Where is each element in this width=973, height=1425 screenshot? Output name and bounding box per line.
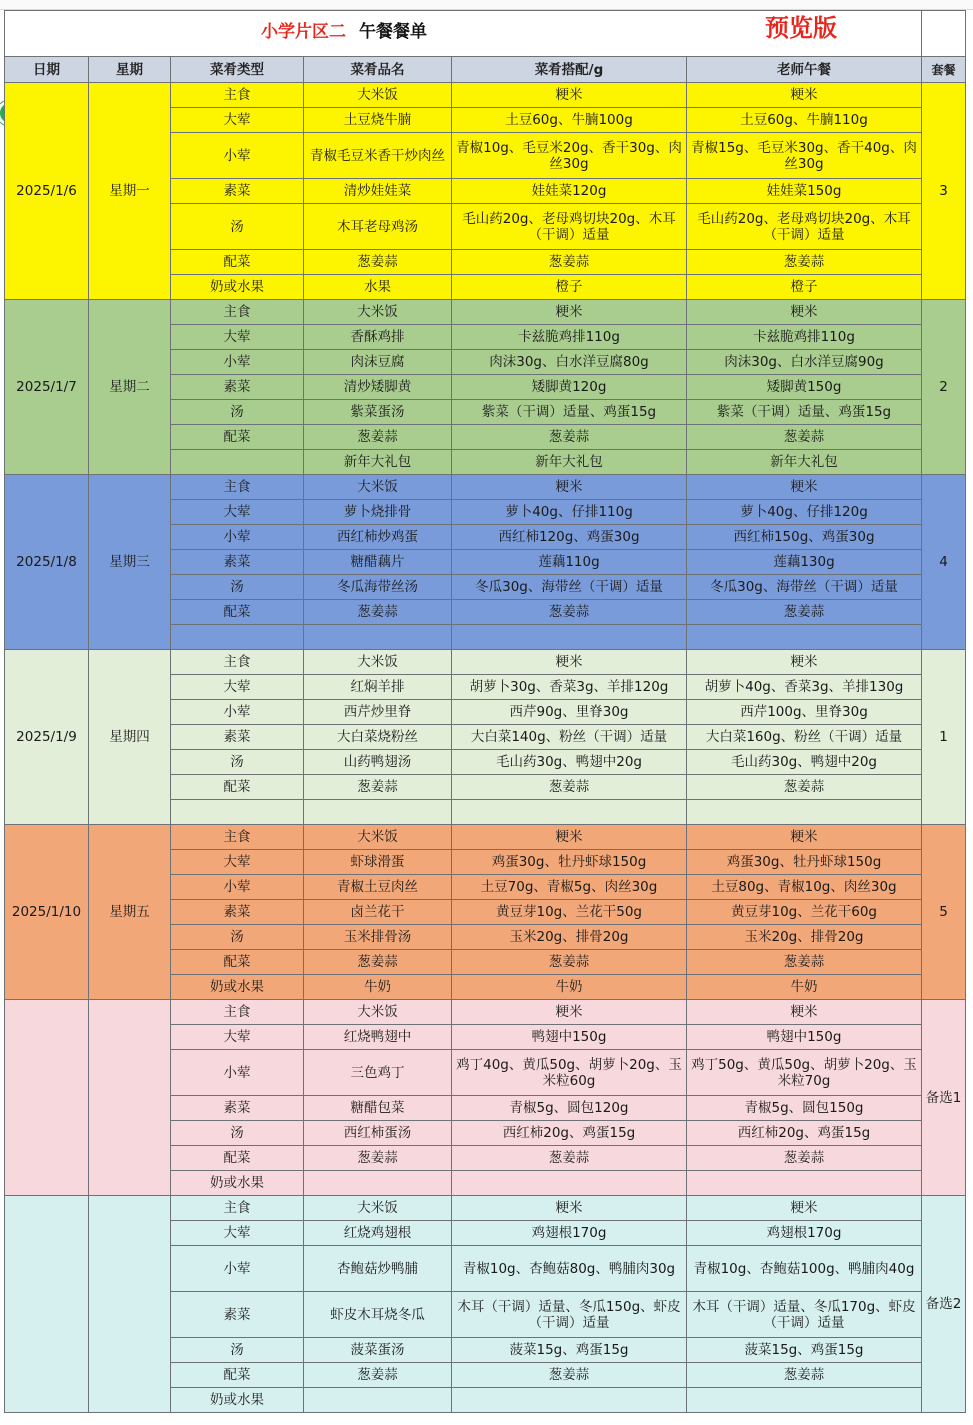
header-teacher-lunch[interactable]: 老师午餐 — [687, 57, 922, 83]
dish-type-cell[interactable]: 素菜 — [171, 725, 304, 750]
ingredients-cell[interactable]: 新年大礼包 — [452, 450, 687, 475]
teacher-lunch-cell[interactable]: 娃娃菜150g — [687, 179, 922, 204]
teacher-lunch-cell[interactable]: 土豆60g、牛腩110g — [687, 108, 922, 133]
dish-name-cell[interactable]: 卤兰花干 — [304, 900, 452, 925]
dish-name-cell[interactable]: 水果 — [304, 275, 452, 300]
teacher-lunch-cell[interactable]: 鸡蛋30g、牡丹虾球150g — [687, 850, 922, 875]
dish-type-cell[interactable]: 奶或水果 — [171, 1171, 304, 1196]
dish-type-cell[interactable]: 大荤 — [171, 325, 304, 350]
ingredients-cell[interactable]: 莲藕110g — [452, 550, 687, 575]
set-number-cell[interactable]: 1 — [922, 650, 966, 825]
dish-type-cell[interactable]: 主食 — [171, 475, 304, 500]
ingredients-cell[interactable]: 葱姜蒜 — [452, 425, 687, 450]
ingredients-cell[interactable]: 粳米 — [452, 83, 687, 108]
dish-name-cell[interactable]: 三色鸡丁 — [304, 1050, 452, 1096]
dish-name-cell[interactable]: 大米饭 — [304, 650, 452, 675]
ingredients-cell[interactable]: 肉沫30g、白水洋豆腐80g — [452, 350, 687, 375]
ingredients-cell[interactable]: 玉米20g、排骨20g — [452, 925, 687, 950]
teacher-lunch-cell[interactable]: 肉沫30g、白水洋豆腐90g — [687, 350, 922, 375]
ingredients-cell[interactable]: 粳米 — [452, 475, 687, 500]
dish-type-cell[interactable]: 小荤 — [171, 1050, 304, 1096]
teacher-lunch-cell[interactable]: 矮脚黄150g — [687, 375, 922, 400]
teacher-lunch-cell[interactable]: 卡兹脆鸡排110g — [687, 325, 922, 350]
dish-type-cell[interactable]: 小荤 — [171, 1246, 304, 1292]
dish-name-cell[interactable]: 葱姜蒜 — [304, 950, 452, 975]
teacher-lunch-cell[interactable]: 粳米 — [687, 300, 922, 325]
teacher-lunch-cell[interactable]: 大白菜160g、粉丝（干调）适量 — [687, 725, 922, 750]
ingredients-cell[interactable]: 西红柿120g、鸡蛋30g — [452, 525, 687, 550]
dish-type-cell[interactable]: 大荤 — [171, 675, 304, 700]
dish-type-cell[interactable] — [171, 450, 304, 475]
teacher-lunch-cell[interactable]: 西红柿20g、鸡蛋15g — [687, 1121, 922, 1146]
dish-type-cell[interactable]: 奶或水果 — [171, 275, 304, 300]
dish-type-cell[interactable] — [171, 625, 304, 650]
weekday-cell[interactable]: 星期四 — [89, 650, 171, 825]
dish-name-cell[interactable]: 大米饭 — [304, 825, 452, 850]
teacher-lunch-cell[interactable]: 莲藕130g — [687, 550, 922, 575]
date-cell[interactable]: 2025/1/8 — [5, 475, 89, 650]
dish-type-cell[interactable]: 小荤 — [171, 133, 304, 179]
ingredients-cell[interactable]: 粳米 — [452, 1196, 687, 1221]
teacher-lunch-cell[interactable]: 鸡翅根170g — [687, 1221, 922, 1246]
dish-type-cell[interactable]: 素菜 — [171, 1292, 304, 1338]
dish-type-cell[interactable]: 小荤 — [171, 525, 304, 550]
teacher-lunch-cell[interactable]: 葱姜蒜 — [687, 775, 922, 800]
dish-type-cell[interactable]: 配菜 — [171, 775, 304, 800]
dish-type-cell[interactable]: 汤 — [171, 1338, 304, 1363]
dish-name-cell[interactable]: 红焖羊排 — [304, 675, 452, 700]
ingredients-cell[interactable]: 葱姜蒜 — [452, 950, 687, 975]
title-area: 小学片区二 — [261, 22, 346, 42]
ingredients-cell[interactable]: 粳米 — [452, 825, 687, 850]
set-number-cell[interactable]: 备选1 — [922, 1000, 966, 1196]
dish-name-cell[interactable]: 虾球滑蛋 — [304, 850, 452, 875]
set-number-cell[interactable]: 4 — [922, 475, 966, 650]
dish-type-cell[interactable]: 汤 — [171, 575, 304, 600]
dish-name-cell[interactable]: 西红柿炒鸡蛋 — [304, 525, 452, 550]
set-number-cell[interactable]: 3 — [922, 83, 966, 300]
date-cell[interactable]: 2025/1/6 — [5, 83, 89, 300]
teacher-lunch-cell[interactable]: 葱姜蒜 — [687, 950, 922, 975]
teacher-lunch-cell[interactable]: 土豆80g、青椒10g、肉丝30g — [687, 875, 922, 900]
ingredients-cell[interactable]: 菠菜15g、鸡蛋15g — [452, 1338, 687, 1363]
dish-name-cell[interactable]: 青椒土豆肉丝 — [304, 875, 452, 900]
teacher-lunch-cell[interactable]: 青椒15g、毛豆米30g、香干40g、肉丝30g — [687, 133, 922, 179]
dish-type-cell[interactable]: 小荤 — [171, 350, 304, 375]
dish-name-cell[interactable]: 土豆烧牛腩 — [304, 108, 452, 133]
dish-type-cell[interactable]: 配菜 — [171, 1146, 304, 1171]
dish-name-cell[interactable]: 西芹炒里脊 — [304, 700, 452, 725]
dish-name-cell[interactable] — [304, 1388, 452, 1413]
dish-type-cell[interactable]: 主食 — [171, 300, 304, 325]
teacher-lunch-cell[interactable]: 玉米20g、排骨20g — [687, 925, 922, 950]
teacher-lunch-cell[interactable]: 牛奶 — [687, 975, 922, 1000]
teacher-lunch-cell[interactable]: 葱姜蒜 — [687, 600, 922, 625]
dish-type-cell[interactable]: 主食 — [171, 1000, 304, 1025]
dish-type-cell[interactable]: 主食 — [171, 825, 304, 850]
dish-name-cell[interactable]: 肉沫豆腐 — [304, 350, 452, 375]
dish-name-cell[interactable]: 新年大礼包 — [304, 450, 452, 475]
teacher-lunch-cell[interactable]: 粳米 — [687, 475, 922, 500]
ingredients-cell[interactable]: 土豆60g、牛腩100g — [452, 108, 687, 133]
header-date[interactable]: 日期 — [5, 57, 89, 83]
title-side-cell[interactable] — [922, 11, 966, 57]
set-number-cell[interactable]: 2 — [922, 300, 966, 475]
teacher-lunch-cell[interactable]: 粳米 — [687, 83, 922, 108]
dish-name-cell[interactable] — [304, 1171, 452, 1196]
teacher-lunch-cell[interactable]: 菠菜15g、鸡蛋15g — [687, 1338, 922, 1363]
header-row — [5, 57, 966, 83]
ingredients-cell[interactable]: 鸡蛋30g、牡丹虾球150g — [452, 850, 687, 875]
teacher-lunch-cell[interactable] — [687, 800, 922, 825]
dish-name-cell[interactable]: 大米饭 — [304, 300, 452, 325]
ingredients-cell[interactable]: 粳米 — [452, 650, 687, 675]
teacher-lunch-cell[interactable]: 毛山药30g、鸭翅中20g — [687, 750, 922, 775]
date-cell[interactable]: 2025/1/10 — [5, 825, 89, 1000]
teacher-lunch-cell[interactable]: 木耳（干调）适量、冬瓜170g、虾皮（干调）适量 — [687, 1292, 922, 1338]
dish-type-cell[interactable]: 主食 — [171, 650, 304, 675]
dish-type-cell[interactable]: 大荤 — [171, 850, 304, 875]
dish-type-cell[interactable]: 大荤 — [171, 500, 304, 525]
dish-type-cell[interactable]: 汤 — [171, 750, 304, 775]
dish-type-cell[interactable]: 主食 — [171, 83, 304, 108]
ingredients-cell[interactable]: 木耳（干调）适量、冬瓜150g、虾皮（干调）适量 — [452, 1292, 687, 1338]
ingredients-cell[interactable]: 毛山药20g、老母鸡切块20g、木耳（干调）适量 — [452, 204, 687, 250]
ingredients-cell[interactable]: 青椒10g、毛豆米20g、香干30g、肉丝30g — [452, 133, 687, 179]
teacher-lunch-cell[interactable]: 粳米 — [687, 1000, 922, 1025]
dish-type-cell[interactable]: 素菜 — [171, 1096, 304, 1121]
ingredients-cell[interactable]: 西芹90g、里脊30g — [452, 700, 687, 725]
dish-name-cell[interactable]: 虾皮木耳烧冬瓜 — [304, 1292, 452, 1338]
dish-name-cell[interactable]: 清炒矮脚黄 — [304, 375, 452, 400]
ingredients-cell[interactable]: 青椒10g、杏鲍菇80g、鸭脯肉30g — [452, 1246, 687, 1292]
ingredients-cell[interactable]: 西红柿20g、鸡蛋15g — [452, 1121, 687, 1146]
weekday-cell[interactable]: 星期三 — [89, 475, 171, 650]
dish-name-cell[interactable]: 山药鸭翅汤 — [304, 750, 452, 775]
dish-name-cell[interactable] — [304, 800, 452, 825]
dish-type-cell[interactable]: 汤 — [171, 204, 304, 250]
ingredients-cell[interactable]: 土豆70g、青椒5g、肉丝30g — [452, 875, 687, 900]
dish-name-cell[interactable]: 香酥鸡排 — [304, 325, 452, 350]
teacher-lunch-cell[interactable]: 葱姜蒜 — [687, 1146, 922, 1171]
menu-row — [5, 825, 966, 850]
ingredients-cell[interactable]: 胡萝卜30g、香菜3g、羊排120g — [452, 675, 687, 700]
dish-type-cell[interactable]: 汤 — [171, 1121, 304, 1146]
set-number-cell[interactable]: 5 — [922, 825, 966, 1000]
dish-name-cell[interactable]: 葱姜蒜 — [304, 425, 452, 450]
teacher-lunch-cell[interactable]: 鸭翅中150g — [687, 1025, 922, 1050]
dish-name-cell[interactable]: 葱姜蒜 — [304, 600, 452, 625]
ingredients-cell[interactable]: 葱姜蒜 — [452, 600, 687, 625]
dish-name-cell[interactable]: 大米饭 — [304, 83, 452, 108]
dish-name-cell[interactable]: 青椒毛豆米香干炒肉丝 — [304, 133, 452, 179]
ingredients-cell[interactable] — [452, 1171, 687, 1196]
ingredients-cell[interactable]: 大白菜140g、粉丝（干调）适量 — [452, 725, 687, 750]
dish-name-cell[interactable]: 西红柿蛋汤 — [304, 1121, 452, 1146]
teacher-lunch-cell[interactable] — [687, 1171, 922, 1196]
teacher-lunch-cell[interactable]: 粳米 — [687, 825, 922, 850]
menu-row — [5, 650, 966, 675]
header-ingredients[interactable]: 菜肴搭配/g — [452, 57, 687, 83]
teacher-lunch-cell[interactable]: 粳米 — [687, 650, 922, 675]
teacher-lunch-cell[interactable]: 橙子 — [687, 275, 922, 300]
ingredients-cell[interactable]: 鸡丁40g、黄瓜50g、胡萝卜20g、玉米粒60g — [452, 1050, 687, 1096]
ingredients-cell[interactable]: 毛山药30g、鸭翅中20g — [452, 750, 687, 775]
teacher-lunch-cell[interactable]: 紫菜（干调）适量、鸡蛋15g — [687, 400, 922, 425]
dish-name-cell[interactable]: 红烧鸭翅中 — [304, 1025, 452, 1050]
dish-name-cell[interactable]: 糖醋藕片 — [304, 550, 452, 575]
preview-badge: 预览版 — [765, 14, 837, 42]
teacher-lunch-cell[interactable]: 鸡丁50g、黄瓜50g、胡萝卜20g、玉米粒70g — [687, 1050, 922, 1096]
teacher-lunch-cell[interactable]: 青椒10g、杏鲍菇100g、鸭脯肉40g — [687, 1246, 922, 1292]
teacher-lunch-cell[interactable]: 新年大礼包 — [687, 450, 922, 475]
ingredients-cell[interactable]: 青椒5g、圆包120g — [452, 1096, 687, 1121]
dish-name-cell[interactable]: 葱姜蒜 — [304, 1146, 452, 1171]
dish-type-cell[interactable]: 素菜 — [171, 179, 304, 204]
title-name: 午餐餐单 — [359, 22, 427, 42]
ingredients-cell[interactable]: 娃娃菜120g — [452, 179, 687, 204]
dish-type-cell[interactable]: 小荤 — [171, 700, 304, 725]
teacher-lunch-cell[interactable]: 西芹100g、里脊30g — [687, 700, 922, 725]
ingredients-cell[interactable]: 粳米 — [452, 1000, 687, 1025]
header-dish-type[interactable]: 菜肴类型 — [171, 57, 304, 83]
teacher-lunch-cell[interactable]: 青椒5g、圆包150g — [687, 1096, 922, 1121]
weekday-cell[interactable] — [89, 1196, 171, 1413]
teacher-lunch-cell[interactable] — [687, 1388, 922, 1413]
ingredients-cell[interactable]: 冬瓜30g、海带丝（干调）适量 — [452, 575, 687, 600]
dish-name-cell[interactable]: 牛奶 — [304, 975, 452, 1000]
dish-name-cell[interactable]: 葱姜蒜 — [304, 775, 452, 800]
ingredients-cell[interactable]: 卡兹脆鸡排110g — [452, 325, 687, 350]
dish-name-cell[interactable]: 玉米排骨汤 — [304, 925, 452, 950]
dish-name-cell[interactable]: 葱姜蒜 — [304, 1363, 452, 1388]
ingredients-cell[interactable]: 葱姜蒜 — [452, 775, 687, 800]
dish-name-cell[interactable] — [304, 625, 452, 650]
dish-type-cell[interactable]: 小荤 — [171, 875, 304, 900]
dish-name-cell[interactable]: 木耳老母鸡汤 — [304, 204, 452, 250]
ingredients-cell[interactable]: 葱姜蒜 — [452, 250, 687, 275]
menu-row — [5, 475, 966, 500]
dish-name-cell[interactable]: 大米饭 — [304, 1000, 452, 1025]
dish-name-cell[interactable]: 大米饭 — [304, 475, 452, 500]
header-set[interactable]: 套餐 — [922, 57, 966, 83]
dish-type-cell[interactable]: 大荤 — [171, 1025, 304, 1050]
dish-name-cell[interactable]: 大米饭 — [304, 1196, 452, 1221]
dish-type-cell[interactable]: 奶或水果 — [171, 1388, 304, 1413]
dish-name-cell[interactable]: 大白菜烧粉丝 — [304, 725, 452, 750]
dish-name-cell[interactable]: 冬瓜海带丝汤 — [304, 575, 452, 600]
dish-type-cell[interactable]: 配菜 — [171, 950, 304, 975]
menu-row — [5, 83, 966, 108]
ingredients-cell[interactable]: 牛奶 — [452, 975, 687, 1000]
date-cell[interactable] — [5, 1000, 89, 1196]
weekday-cell[interactable]: 星期二 — [89, 300, 171, 475]
menu-row — [5, 1196, 966, 1221]
ingredients-cell[interactable] — [452, 625, 687, 650]
dish-type-cell[interactable]: 奶或水果 — [171, 975, 304, 1000]
teacher-lunch-cell[interactable]: 葱姜蒜 — [687, 425, 922, 450]
dish-name-cell[interactable]: 萝卜烧排骨 — [304, 500, 452, 525]
teacher-lunch-cell[interactable] — [687, 625, 922, 650]
dish-type-cell[interactable]: 素菜 — [171, 900, 304, 925]
dish-name-cell[interactable]: 菠菜蛋汤 — [304, 1338, 452, 1363]
column-letter-strip — [0, 0, 973, 10]
lunch-menu-table — [4, 10, 966, 1413]
teacher-lunch-cell[interactable]: 粳米 — [687, 1196, 922, 1221]
ingredients-cell[interactable] — [452, 1388, 687, 1413]
dish-name-cell[interactable]: 红烧鸡翅根 — [304, 1221, 452, 1246]
weekday-cell[interactable]: 星期一 — [89, 83, 171, 300]
dish-type-cell[interactable]: 配菜 — [171, 1363, 304, 1388]
dish-type-cell[interactable] — [171, 800, 304, 825]
dish-type-cell[interactable]: 配菜 — [171, 600, 304, 625]
weekday-cell[interactable]: 星期五 — [89, 825, 171, 1000]
dish-type-cell[interactable]: 大荤 — [171, 1221, 304, 1246]
dish-name-cell[interactable]: 紫菜蛋汤 — [304, 400, 452, 425]
dish-type-cell[interactable]: 素菜 — [171, 550, 304, 575]
dish-type-cell[interactable]: 汤 — [171, 400, 304, 425]
date-cell[interactable]: 2025/1/7 — [5, 300, 89, 475]
ingredients-cell[interactable]: 粳米 — [452, 300, 687, 325]
ingredients-cell[interactable]: 鸭翅中150g — [452, 1025, 687, 1050]
dish-type-cell[interactable]: 素菜 — [171, 375, 304, 400]
dish-type-cell[interactable]: 配菜 — [171, 425, 304, 450]
teacher-lunch-cell[interactable]: 葱姜蒜 — [687, 1363, 922, 1388]
ingredients-cell[interactable]: 葱姜蒜 — [452, 1146, 687, 1171]
menu-row — [5, 300, 966, 325]
dish-name-cell[interactable]: 清炒娃娃菜 — [304, 179, 452, 204]
ingredients-cell[interactable]: 矮脚黄120g — [452, 375, 687, 400]
dish-name-cell[interactable]: 葱姜蒜 — [304, 250, 452, 275]
set-number-cell[interactable]: 备选2 — [922, 1196, 966, 1413]
title-cell[interactable] — [5, 11, 922, 57]
dish-name-cell[interactable]: 糖醋包菜 — [304, 1096, 452, 1121]
ingredients-cell[interactable]: 紫菜（干调）适量、鸡蛋15g — [452, 400, 687, 425]
ingredients-cell[interactable]: 黄豆芽10g、兰花干50g — [452, 900, 687, 925]
ingredients-cell[interactable]: 葱姜蒜 — [452, 1363, 687, 1388]
teacher-lunch-cell[interactable]: 萝卜40g、仔排120g — [687, 500, 922, 525]
ingredients-cell[interactable]: 鸡翅根170g — [452, 1221, 687, 1246]
ingredients-cell[interactable]: 萝卜40g、仔排110g — [452, 500, 687, 525]
dish-type-cell[interactable]: 汤 — [171, 925, 304, 950]
date-cell[interactable]: 2025/1/9 — [5, 650, 89, 825]
ingredients-cell[interactable] — [452, 800, 687, 825]
teacher-lunch-cell[interactable]: 葱姜蒜 — [687, 250, 922, 275]
dish-type-cell[interactable]: 主食 — [171, 1196, 304, 1221]
dish-type-cell[interactable]: 配菜 — [171, 250, 304, 275]
teacher-lunch-cell[interactable]: 胡萝卜40g、香菜3g、羊排130g — [687, 675, 922, 700]
teacher-lunch-cell[interactable]: 毛山药20g、老母鸡切块20g、木耳（干调）适量 — [687, 204, 922, 250]
ingredients-cell[interactable]: 橙子 — [452, 275, 687, 300]
header-weekday[interactable]: 星期 — [89, 57, 171, 83]
dish-type-cell[interactable]: 大荤 — [171, 108, 304, 133]
weekday-cell[interactable] — [89, 1000, 171, 1196]
menu-row — [5, 1000, 966, 1025]
date-cell[interactable] — [5, 1196, 89, 1413]
teacher-lunch-cell[interactable]: 西红柿150g、鸡蛋30g — [687, 525, 922, 550]
teacher-lunch-cell[interactable]: 黄豆芽10g、兰花干60g — [687, 900, 922, 925]
teacher-lunch-cell[interactable]: 冬瓜30g、海带丝（干调）适量 — [687, 575, 922, 600]
header-dish-name[interactable]: 菜肴品名 — [304, 57, 452, 83]
dish-name-cell[interactable]: 杏鲍菇炒鸭脯 — [304, 1246, 452, 1292]
